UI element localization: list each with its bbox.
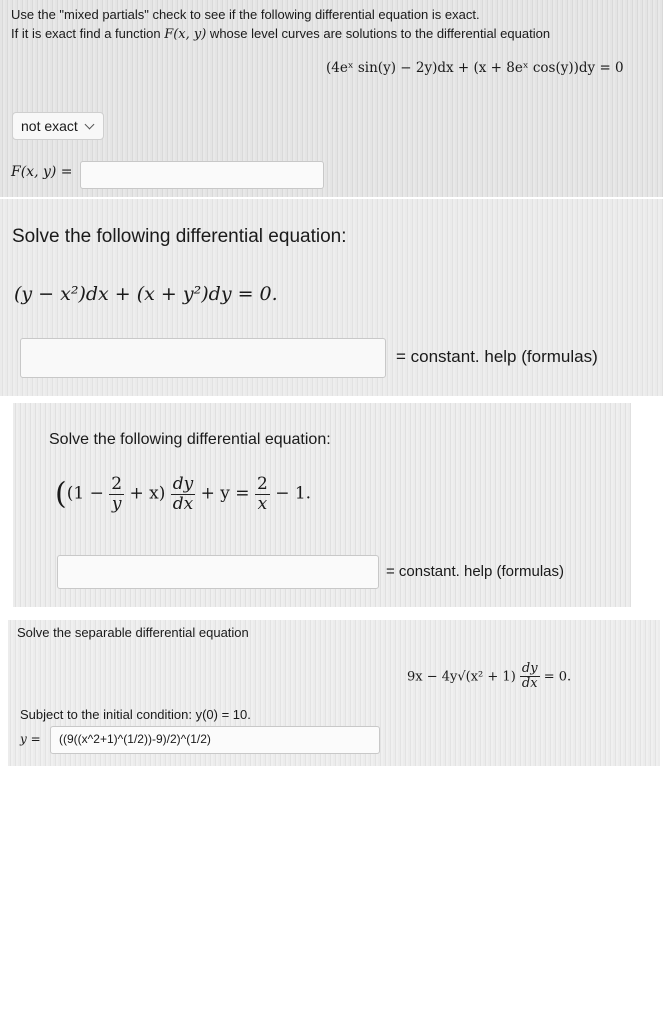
problem-2-equation: (y − x²)dx + (x + y²)dy = 0. (14, 283, 278, 305)
initial-condition: Subject to the initial condition: y(0) = 10. (20, 707, 251, 722)
frac-num: 2 (256, 474, 268, 494)
problem-3-panel (13, 403, 631, 607)
select-value: not exact (21, 118, 78, 134)
frac-num: dy (521, 661, 538, 676)
problem-3-equation: ((1 − $\frac{2}{y}$ + x) $\frac{dy}{dx}$ + y = $\frac{2}{x}$ − 1. (55, 474, 312, 514)
problem-2-heading: Solve the following differential equation: (12, 226, 347, 247)
problem-4-heading: Solve the separable differential equation (17, 625, 249, 640)
problem-3-heading: Solve the following differential equation: (49, 431, 331, 448)
problem-4-panel (8, 620, 660, 766)
eq-mid-2: + y = (200, 483, 250, 504)
problem-3-suffix (386, 563, 564, 580)
frac-num: 2 (111, 474, 123, 494)
eq-left: 9x − 4y√(x² + 1) (407, 669, 516, 685)
frac-den: x (257, 493, 268, 514)
function-answer-input[interactable] (80, 161, 324, 189)
instruction-text: If it is exact find a function (11, 26, 165, 41)
problem-1-instruction-2 (11, 26, 550, 42)
chevron-down-icon (84, 120, 94, 130)
problem-4-equation (407, 662, 571, 692)
constant-text: = constant. (386, 563, 460, 580)
exactness-select[interactable] (12, 112, 104, 140)
eq-right: = 0. (543, 669, 572, 685)
fraction-2-over-x (255, 475, 270, 513)
answer-label: F(x, y) = (11, 164, 73, 180)
problem-2-answer-input[interactable] (20, 338, 386, 378)
help-formulas-link[interactable]: help (formulas) (484, 347, 598, 366)
problem-2-suffix (396, 347, 598, 367)
frac-den: dx (521, 676, 538, 692)
fraction-dy-dx (171, 475, 196, 513)
frac-num: dy (172, 474, 194, 494)
answer-label: y = (20, 732, 41, 746)
fraction-2-over-y (109, 475, 124, 513)
instruction-text-end: whose level curves are solutions to the differential equation (206, 26, 551, 41)
function-symbol: F(x, y) (164, 27, 207, 42)
fraction-dy-dx (520, 662, 540, 692)
problem-3-answer-input[interactable] (57, 555, 379, 589)
problem-1-panel (0, 0, 663, 197)
help-formulas-link[interactable]: help (formulas) (463, 563, 565, 580)
problem-1-equation: (4eˣ sin(y) − 2y)dx + (x + 8eˣ cos(y))dy = 0 (326, 60, 624, 76)
frac-den: dx (172, 493, 194, 514)
frac-den: y (111, 493, 122, 514)
eq-end: − 1. (275, 483, 312, 504)
eq-mid: + x) (129, 483, 166, 504)
problem-1-instruction: Use the "mixed partials" check to see if the following differential equation is exact. (11, 7, 480, 22)
eq-open: (1 − (66, 483, 104, 504)
input-value: ((9((x^2+1)^(1/2))-9)/2)^(1/2) (59, 732, 211, 746)
constant-text: = constant. (396, 347, 480, 366)
problem-2-panel (0, 199, 663, 396)
solution-answer-input[interactable] (50, 726, 380, 754)
